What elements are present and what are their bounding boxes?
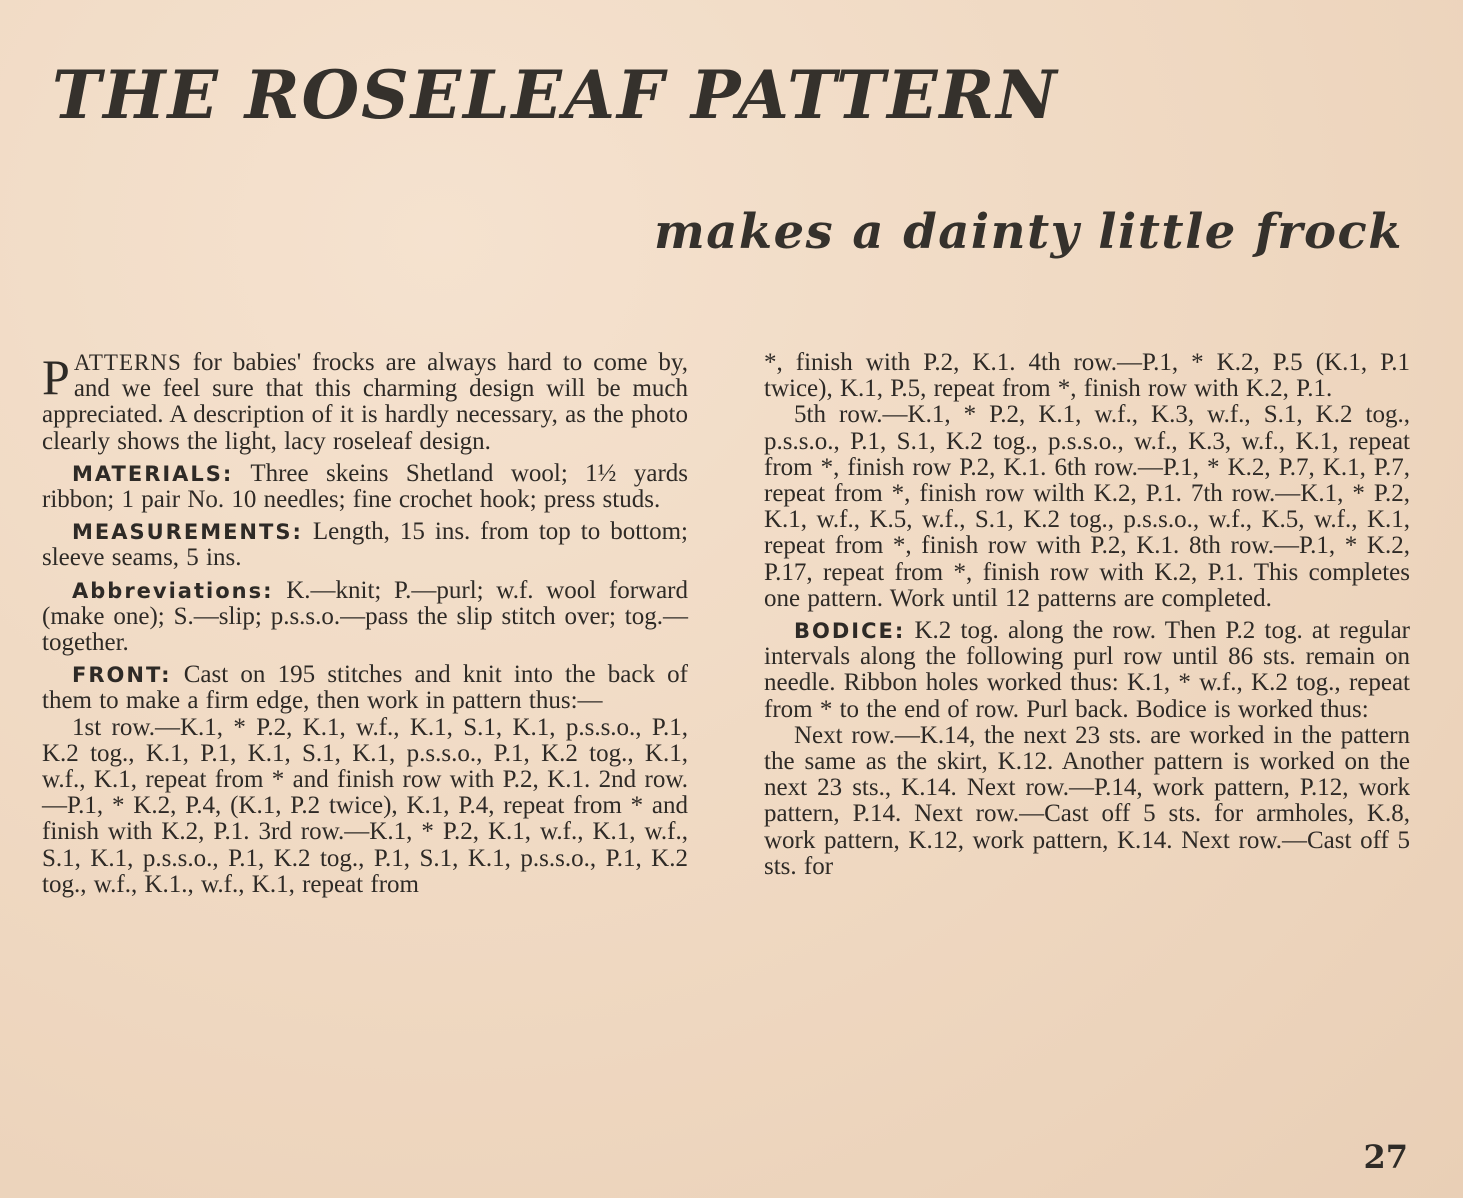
rows-paragraph-right-1: *, finish with P.2, K.1. 4th row.—P.1, * K.2, P.5 (K.1, P.1 twice), K.1, P.5, repeat from *, finish row with K.2, P.1. bbox=[764, 349, 1410, 403]
abbreviations-paragraph bbox=[42, 578, 688, 657]
abbreviations-text: K.—knit; P.—purl; w.f. wool forward (make one); S.—slip; p.s.s.o.—pass the slip stitch over; tog.—together. bbox=[42, 576, 689, 657]
front-heading: FRONT: bbox=[72, 663, 172, 688]
abbreviations-heading: Abbreviations: bbox=[72, 578, 274, 603]
rows-paragraph-left: 1st row.—K.1, * P.2, K.1, w.f., K.1, S.1, K.1, p.s.s.o., P.1, K.2 tog., K.1, P.1, K.1, S.1, K.1, p.s.s.o., P.1, K.2 tog., K.1, w.f., K.1, repeat from * and finish row with P.2, K.1. 2nd row.—P.1, * K.2, P.4, (K.1, P.2 twice), K.1, P.4, repeat from * and finish with K.2, P.1. 3rd row.—K.1, * P.2, K.1, w.f., K.1, w.f., S.1, K.1, p.s.s.o., P.1, K.2 tog., P.1, S.1, K.1, p.s.s.o., P.1, K.2 tog., w.f., K.1., w.f., K.1, repeat from bbox=[42, 713, 688, 898]
measurements-paragraph bbox=[42, 519, 688, 571]
rows-paragraph-right-3: Next row.—K.14, the next 23 sts. are worked in the pattern the same as the skirt, K.12. Another pattern is worked on the next 23 sts., K.14. Next row.—P.14, work pattern, P.12, work pattern, P.14. Next row.—Cast off 5 sts. for armholes, K.8, work pattern, K.12, work pattern, K.14. Next row.—Cast off 5 sts. for bbox=[764, 721, 1410, 880]
materials-text: Three skeins Shetland wool; 1½ yards ribbon; 1 pair No. 10 needles; fine crochet hook; press studs. bbox=[42, 459, 688, 514]
page-number: 27 bbox=[1363, 1138, 1408, 1176]
drop-cap: P bbox=[42, 349, 70, 405]
measurements-heading: MEASUREMENTS: bbox=[72, 520, 303, 545]
front-paragraph bbox=[42, 662, 688, 714]
article-subtitle: makes a dainty little frock bbox=[653, 204, 1403, 260]
bodice-paragraph bbox=[764, 618, 1410, 723]
article-title: THE ROSELEAF PATTERN bbox=[52, 56, 1059, 134]
materials-paragraph bbox=[42, 461, 688, 513]
intro-paragraph bbox=[42, 350, 688, 455]
bodice-heading: BODICE: bbox=[794, 619, 906, 644]
front-text: Cast on 195 stitches and knit into the back of them to make a firm edge, then work in pattern thus:— bbox=[42, 661, 689, 715]
bodice-text: K.2 tog. along the row. Then P.2 tog. at regular intervals along the following purl row until 86 sts. remain on needle. Ribbon holes worked thus: K.1, * w.f., K.2 tog., repeat from * to the end of row. Purl back. Bodice is worked thus: bbox=[764, 617, 1410, 723]
intro-lead: ATTERNS bbox=[73, 350, 182, 375]
intro-text: for babies' frocks are always hard to come by, and we feel sure that this charming design will be much appreciated. A description of it is hardly necessary, as the photo clearly shows the light, lacy roseleaf design. bbox=[42, 349, 688, 455]
rows-paragraph-right-2: 5th row.—K.1, * P.2, K.1, w.f., K.3, w.f., S.1, K.2 tog., p.s.s.o., P.1, S.1, K.2 tog., p.s.s.o., w.f., K.3, w.f., K.1, repeat from *, finish row P.2, K.1. 6th row.—P.1, * K.2, P.7, K.1, P.7, repeat from *, finish row wilth K.2, P.1. 7th row.—K.1, * P.2, K.1, w.f., K.5, w.f., S.1, K.2 tog., p.s.s.o., w.f., K.5, w.f., K.1, repeat from *, finish row with P.2, K.1. 8th row.—P.1, * K.2, P.17, repeat from *, finish row with K.2, P.1. This completes one pattern. Work until 12 patterns are completed. bbox=[764, 401, 1410, 612]
measurements-text: Length, 15 ins. from top to bottom; sleeve seams, 5 ins. bbox=[42, 518, 688, 572]
materials-heading: MATERIALS: bbox=[72, 461, 234, 486]
text-column-left bbox=[42, 350, 688, 898]
text-column-right bbox=[764, 350, 1410, 880]
